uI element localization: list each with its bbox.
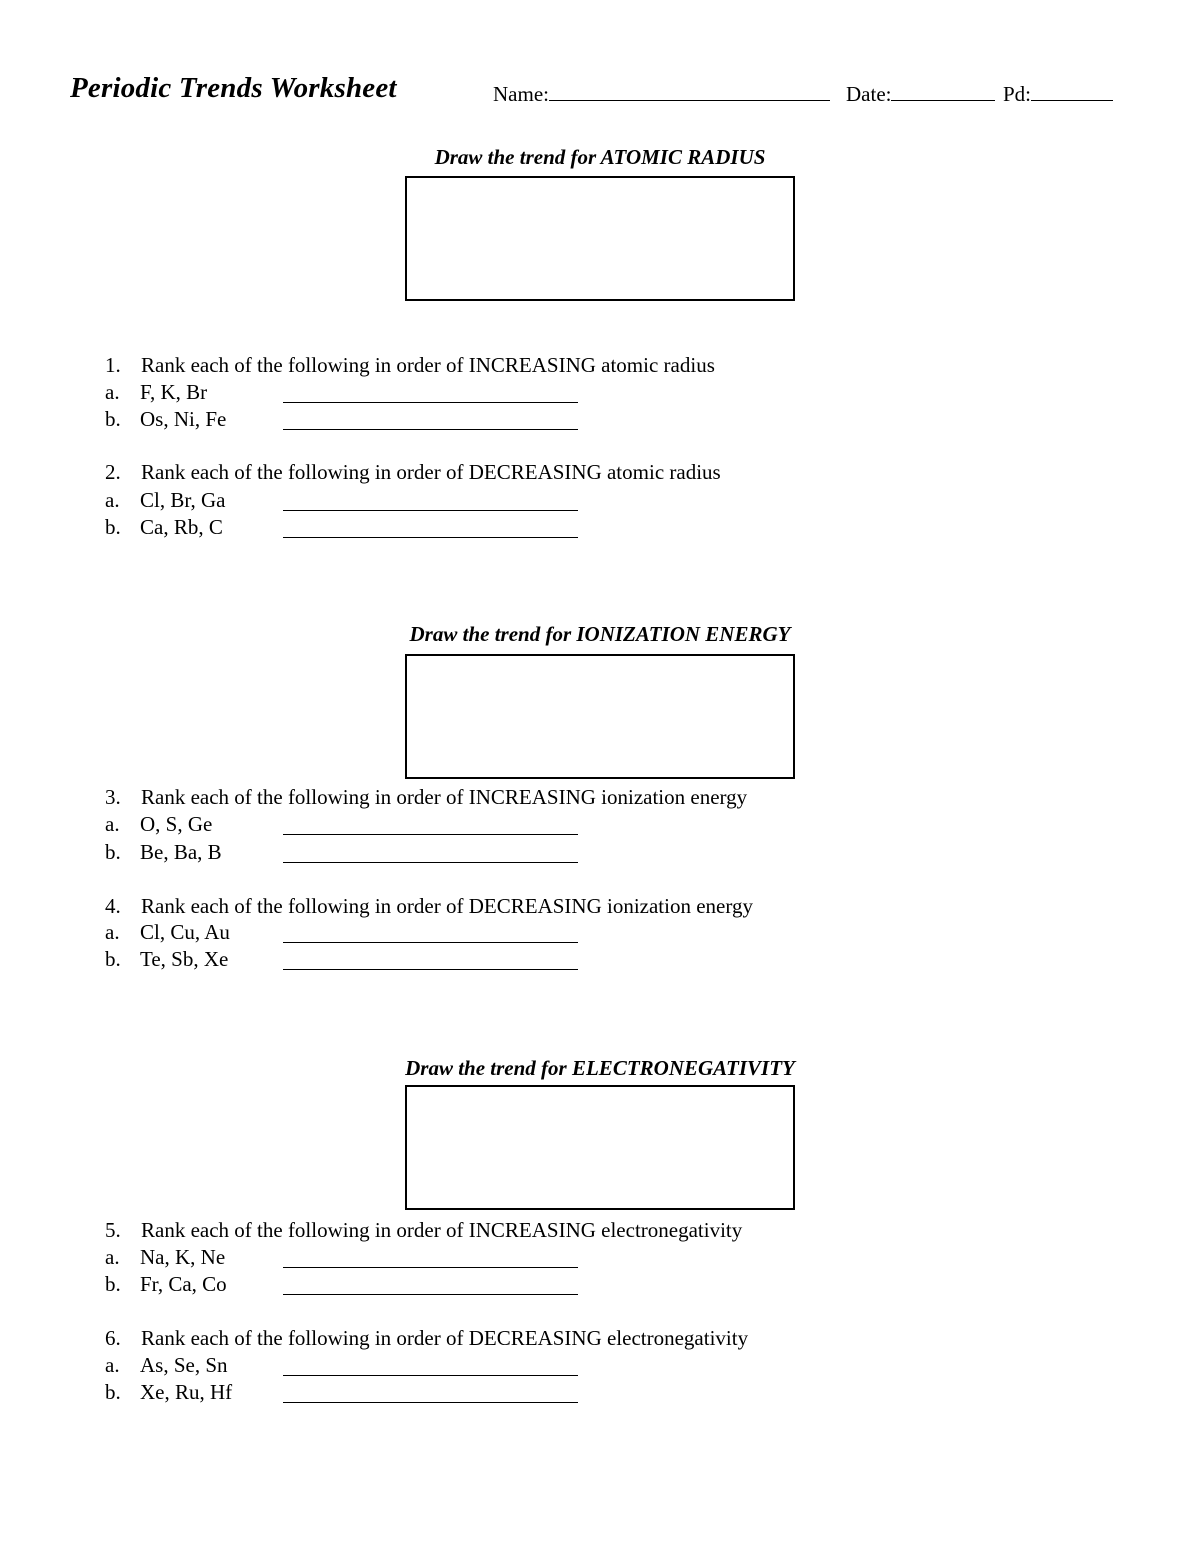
period-label: Pd: <box>1003 82 1032 106</box>
question-4-item-b <box>105 947 585 973</box>
question-5-item-a <box>105 1245 585 1271</box>
item-letter: b. <box>105 1272 121 1296</box>
question-text: Rank each of the following in order of DECREASING electronegativity <box>141 1326 749 1350</box>
item-elements: Xe, Ru, Hf <box>140 1380 233 1404</box>
question-2-item-b <box>105 515 585 541</box>
answer-line[interactable] <box>283 1402 578 1403</box>
answer-line[interactable] <box>283 429 578 430</box>
trend-drawing-box-ionization-energy[interactable] <box>405 654 795 779</box>
question-text: Rank each of the following in order of INCREASING electronegativity <box>141 1218 743 1242</box>
name-blank[interactable] <box>549 80 830 101</box>
question-text: Rank each of the following in order of DECREASING ionization energy <box>141 894 753 918</box>
question-number: 1. <box>105 353 121 377</box>
item-elements: Be, Ba, B <box>140 840 222 864</box>
item-letter: b. <box>105 1380 121 1404</box>
question-3-item-a <box>105 812 585 838</box>
question-1-item-b <box>105 407 585 433</box>
question-6-item-a <box>105 1353 585 1379</box>
answer-line[interactable] <box>283 834 578 835</box>
item-letter: a. <box>105 380 120 404</box>
trend-drawing-box-atomic-radius[interactable] <box>405 176 795 301</box>
date-field[interactable] <box>846 80 995 107</box>
item-elements: Os, Ni, Fe <box>140 407 227 431</box>
answer-line[interactable] <box>283 510 578 511</box>
item-elements: O, S, Ge <box>140 812 213 836</box>
question-1-item-a <box>105 380 585 406</box>
date-blank[interactable] <box>891 80 995 101</box>
question-number: 5. <box>105 1218 121 1242</box>
item-letter: a. <box>105 920 120 944</box>
answer-line[interactable] <box>283 862 578 863</box>
item-elements: As, Se, Sn <box>140 1353 228 1377</box>
question-2-item-a <box>105 488 585 514</box>
question-number: 3. <box>105 785 121 809</box>
question-text: Rank each of the following in order of INCREASING atomic radius <box>141 353 715 377</box>
worksheet-title: Periodic Trends Worksheet <box>70 72 397 104</box>
item-letter: b. <box>105 840 121 864</box>
answer-line[interactable] <box>283 969 578 970</box>
question-6 <box>105 1326 905 1352</box>
item-elements: Cl, Br, Ga <box>140 488 226 512</box>
item-letter: b. <box>105 407 121 431</box>
period-field[interactable] <box>1003 80 1113 107</box>
question-number: 4. <box>105 894 121 918</box>
section-heading-ionization-energy: Draw the trend for IONIZATION ENERGY <box>409 622 791 646</box>
period-blank[interactable] <box>1031 80 1113 101</box>
item-elements: Na, K, Ne <box>140 1245 226 1269</box>
question-5 <box>105 1218 905 1244</box>
item-elements: Cl, Cu, Au <box>140 920 230 944</box>
item-letter: a. <box>105 1245 120 1269</box>
question-3-item-b <box>105 840 585 866</box>
item-elements: Ca, Rb, C <box>140 515 223 539</box>
answer-line[interactable] <box>283 1294 578 1295</box>
item-elements: Te, Sb, Xe <box>140 947 229 971</box>
date-label: Date: <box>846 82 892 106</box>
item-letter: b. <box>105 515 121 539</box>
question-6-item-b <box>105 1380 585 1406</box>
item-letter: a. <box>105 488 120 512</box>
answer-line[interactable] <box>283 1375 578 1376</box>
answer-line[interactable] <box>283 537 578 538</box>
answer-line[interactable] <box>283 402 578 403</box>
question-5-item-b <box>105 1272 585 1298</box>
item-letter: b. <box>105 947 121 971</box>
answer-line[interactable] <box>283 942 578 943</box>
item-elements: Fr, Ca, Co <box>140 1272 227 1296</box>
question-1 <box>105 353 905 379</box>
question-2 <box>105 460 905 486</box>
answer-line[interactable] <box>283 1267 578 1268</box>
question-4-item-a <box>105 920 585 946</box>
question-text: Rank each of the following in order of INCREASING ionization energy <box>141 785 748 809</box>
item-letter: a. <box>105 812 120 836</box>
item-elements: F, K, Br <box>140 380 208 404</box>
section-heading-atomic-radius: Draw the trend for ATOMIC RADIUS <box>434 145 766 169</box>
name-label: Name: <box>493 82 549 106</box>
question-number: 2. <box>105 460 121 484</box>
trend-drawing-box-electronegativity[interactable] <box>405 1085 795 1210</box>
question-3 <box>105 785 905 811</box>
name-field[interactable] <box>493 80 830 107</box>
question-text: Rank each of the following in order of DECREASING atomic radius <box>141 460 721 484</box>
question-4 <box>105 894 905 920</box>
question-number: 6. <box>105 1326 121 1350</box>
section-heading-electronegativity: Draw the trend for ELECTRONEGATIVITY <box>405 1056 795 1080</box>
item-letter: a. <box>105 1353 120 1377</box>
